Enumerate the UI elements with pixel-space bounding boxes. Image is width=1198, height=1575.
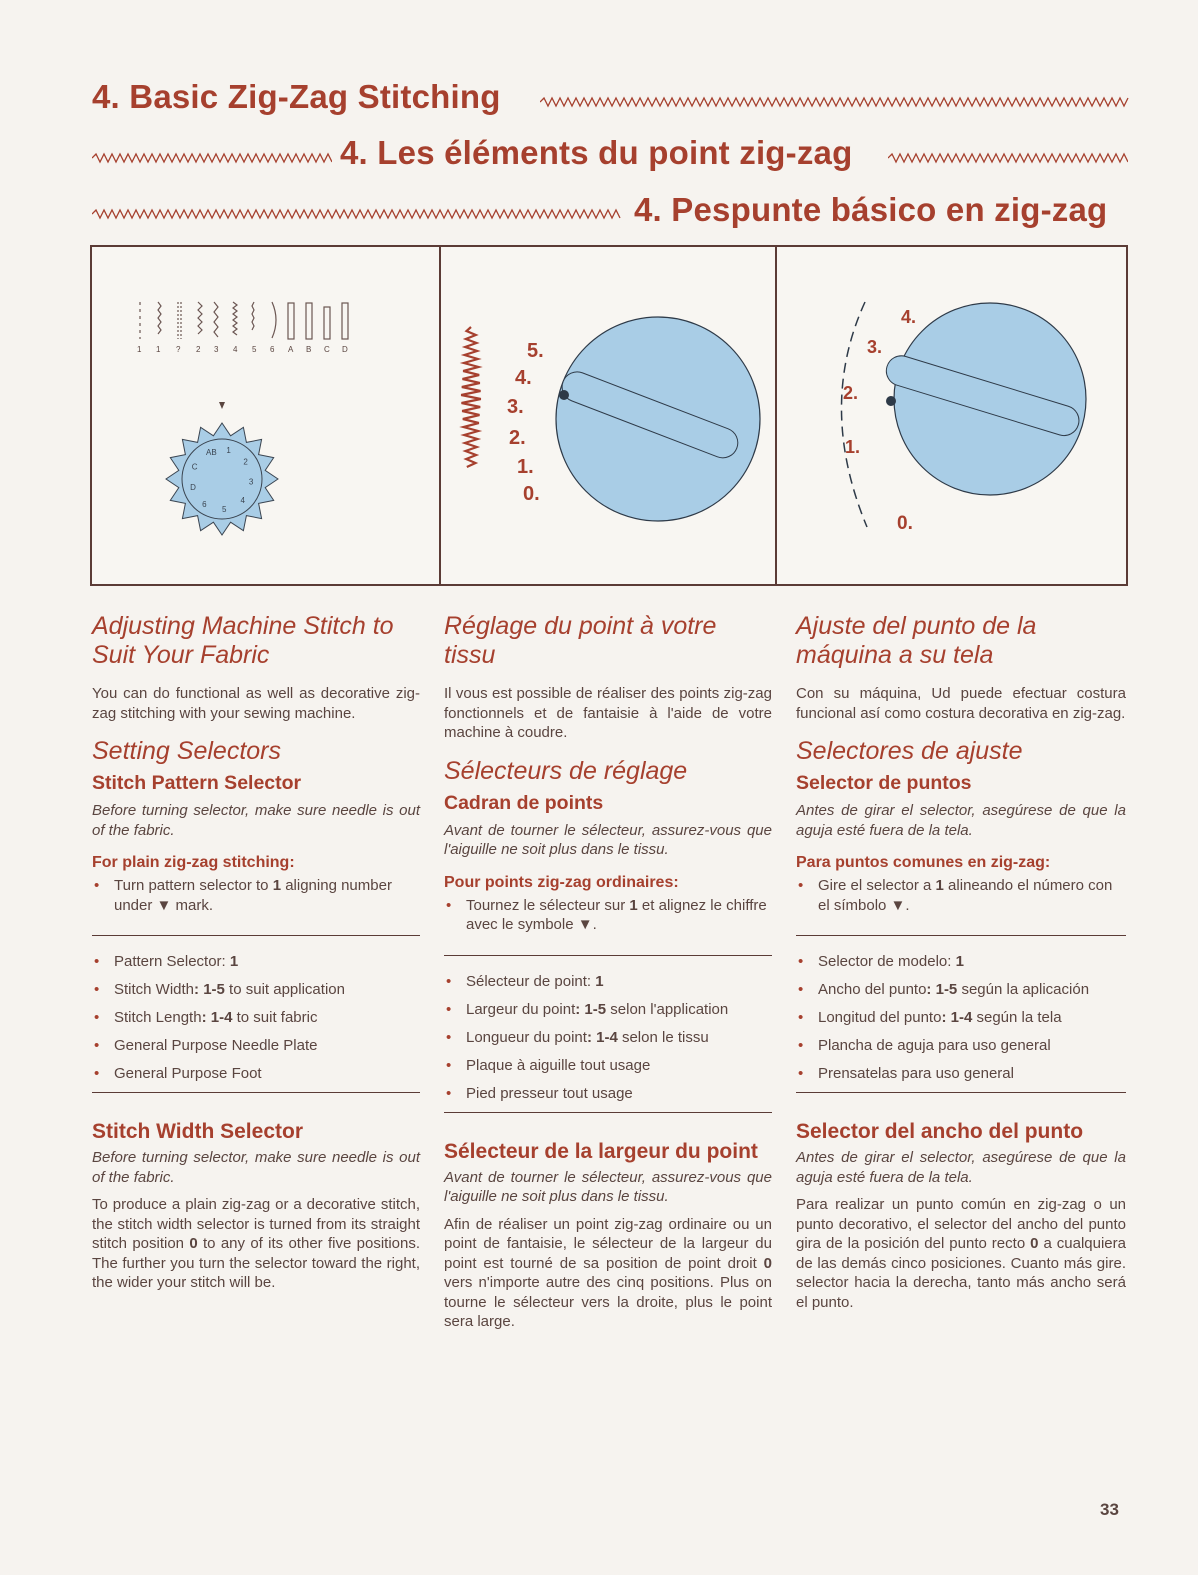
list-item: • Plancha de aguja para uso general — [796, 1036, 1126, 1056]
pattern-label: 3 — [214, 345, 219, 354]
dial-label: C — [191, 462, 198, 472]
subsection-heading: Setting Selectors — [92, 737, 281, 765]
pattern-label: 1 — [156, 345, 161, 354]
pattern-selector-heading: Cadran de points — [444, 791, 604, 814]
dial-label: D — [190, 483, 196, 493]
width-body: To produce a plain zig-zag or a decorative stitch, the stitch width selector is turned from its straight stitch position 0 to any of its other five positions. The further you turn the selector toward the right, the wider your stitch will be. — [92, 1196, 420, 1291]
dial-label: 6 — [202, 499, 207, 509]
width-label: 2. — [509, 427, 526, 449]
list-item: • Longueur du point: 1-4 selon le tissu — [444, 1028, 772, 1048]
list-item: • Largeur du point: 1-5 selon l'application — [444, 1000, 772, 1020]
list-item: • General Purpose Foot — [92, 1064, 420, 1084]
pattern-selector-figure — [92, 247, 439, 584]
stitch-pattern-icons — [140, 302, 348, 339]
settings-list — [796, 952, 1126, 1084]
pattern-number-labels — [137, 345, 348, 354]
pattern-selector-heading: Stitch Pattern Selector — [92, 772, 302, 794]
width-selector-heading: Selector del ancho del punto — [796, 1120, 1084, 1143]
section-heading: Réglage du point à votre tissu — [444, 612, 717, 669]
pattern-label: C — [324, 345, 330, 354]
plain-zigzag-item: • Gire el selector a 1 alineando el número con el símbolo ▼. — [796, 876, 1126, 915]
width-body: Afin de réaliser un point zig-zag ordinaire ou un point de fantaisie, le sélecteur de la largeur du point est tourné de sa position de point droit 0 vers n'importe autre des cinq positions. Plus on tourne le sélecteur vers la droite, plus le point sera large. — [444, 1215, 772, 1330]
zigzag-decoration — [888, 148, 1128, 168]
list-item: • Ancho del punto: 1-5 según la aplicación — [796, 980, 1126, 1000]
zigzag-decoration — [92, 204, 622, 224]
dial-label: 1 — [226, 445, 231, 455]
width-selector-heading: Sélecteur de la largeur du point — [444, 1139, 758, 1163]
zigzag-graph-icon — [461, 327, 481, 467]
pattern-label: 6 — [270, 345, 275, 354]
plain-zigzag-heading: Para puntos comunes en zig-zag: — [796, 854, 1051, 871]
plain-zigzag-item: • Turn pattern selector to 1 aligning number under ▼ mark. — [92, 876, 420, 915]
width-label: 1. — [517, 456, 534, 478]
width-label: 3. — [507, 396, 524, 418]
pattern-label: ? — [176, 345, 181, 354]
length-label: 1. — [845, 437, 861, 457]
pattern-label: A — [288, 345, 294, 354]
pattern-label: D — [342, 345, 348, 354]
dial-label: 2 — [243, 457, 248, 467]
pattern-label: 5 — [252, 345, 257, 354]
length-label: 3. — [867, 337, 883, 357]
list-item: • Prensatelas para uso general — [796, 1064, 1126, 1084]
list-item: • Plaque à aiguille tout usage — [444, 1056, 772, 1076]
width-note: Before turning selector, make sure needle is out of the fabric. — [92, 1149, 420, 1186]
pattern-note: Avant de tourner le sélecteur, assurez-vous que l'aiguille ne soit plus dans le tissu. — [444, 821, 772, 858]
length-label: 2. — [843, 383, 859, 403]
plain-zigzag-heading: For plain zig-zag stitching: — [92, 854, 295, 871]
pattern-label: B — [306, 345, 312, 354]
settings-list — [92, 952, 420, 1084]
selector-mark-icon — [219, 402, 225, 409]
list-item: • Sélecteur de point: 1 — [444, 972, 772, 992]
zigzag-decoration — [540, 92, 1130, 112]
list-item: • Pattern Selector: 1 — [92, 952, 420, 972]
subsection-heading: Selectores de ajuste — [796, 737, 1023, 765]
plain-zigzag-heading: Pour points zig-zag ordinaires: — [444, 873, 679, 891]
list-item: • Selector de modelo: 1 — [796, 952, 1126, 972]
column-english — [92, 612, 420, 1293]
width-label: 5. — [527, 340, 544, 362]
intro-text: You can do functional as well as decorative zig-zag stitching with your sewing machine. — [92, 685, 420, 722]
pattern-note: Before turning selector, make sure needle is out of the fabric. — [92, 802, 420, 839]
pattern-selector-heading: Selector de puntos — [796, 772, 972, 794]
list-item: • Stitch Length: 1-4 to suit fabric — [92, 1008, 420, 1028]
page-number: 33 — [1100, 1500, 1119, 1519]
width-selector-heading: Stitch Width Selector — [92, 1120, 303, 1143]
settings-list — [444, 972, 772, 1104]
intro-text: Il vous est possible de réaliser des points zig-zag fonctionnels et de fantaisie à l'aide de votre machine à coudre. — [444, 685, 772, 741]
width-label: 0. — [523, 483, 540, 505]
list-item: • Longitud del punto: 1-4 según la tela — [796, 1008, 1126, 1028]
dial-label: AB — [206, 448, 217, 457]
dial-label: 5 — [222, 504, 227, 514]
title-en: 4. Basic Zig-Zag Stitching — [92, 78, 501, 115]
width-note: Avant de tourner le sélecteur, assurez-vous que l'aiguille ne soit plus dans le tissu. — [444, 1168, 772, 1205]
section-heading: Adjusting Machine Stitch to Suit Your Fabric — [92, 612, 394, 669]
zigzag-decoration — [92, 148, 332, 168]
width-note: Antes de girar el selector, asegúrese de que la aguja esté fuera de la tela. — [796, 1149, 1126, 1186]
dial-label: 4 — [240, 496, 245, 505]
column-spanish — [796, 612, 1126, 1312]
width-body: Para realizar un punto común en zig-zag o un punto decorativo, el selector del ancho del punto gira de la posición del punto recto 0 a cualquiera de las demás cinco posiciones. Cuanto más gire. selector hacia la derecha, tanto más ancho será el punto. — [796, 1196, 1126, 1311]
figure-box — [90, 245, 1128, 586]
plain-zigzag-item: • Tournez le sélecteur sur 1 et alignez le chiffre avec le symbole ▼. — [444, 896, 772, 935]
list-item: • General Purpose Needle Plate — [92, 1036, 420, 1056]
length-label: 0. — [897, 513, 913, 534]
width-selector-figure — [441, 247, 775, 584]
pattern-dial-icon — [166, 423, 278, 535]
width-label: 4. — [515, 367, 532, 389]
pattern-label: 4 — [233, 345, 238, 354]
pattern-label: 1 — [137, 345, 142, 354]
title-fr: 4. Les éléments du point zig-zag — [340, 134, 853, 171]
column-french — [444, 612, 772, 1332]
dial-label: 3 — [248, 477, 254, 487]
list-item: • Stitch Width: 1-5 to suit application — [92, 980, 420, 1000]
list-item: • Pied presseur tout usage — [444, 1084, 772, 1104]
length-label: 4. — [901, 307, 917, 327]
length-selector-figure — [777, 247, 1126, 584]
intro-text: Con su máquina, Ud puede efectuar costura funcional así como costura decorativa en zig-zag. — [796, 685, 1126, 722]
title-es: 4. Pespunte básico en zig-zag — [634, 191, 1108, 228]
pattern-label: 2 — [196, 345, 201, 354]
pattern-note: Antes de girar el selector, asegúrese de que la aguja esté fuera de la tela. — [796, 802, 1126, 839]
subsection-heading: Sélecteurs de réglage — [444, 756, 688, 785]
section-heading: Ajuste del punto de la máquina a su tela — [796, 612, 1037, 669]
